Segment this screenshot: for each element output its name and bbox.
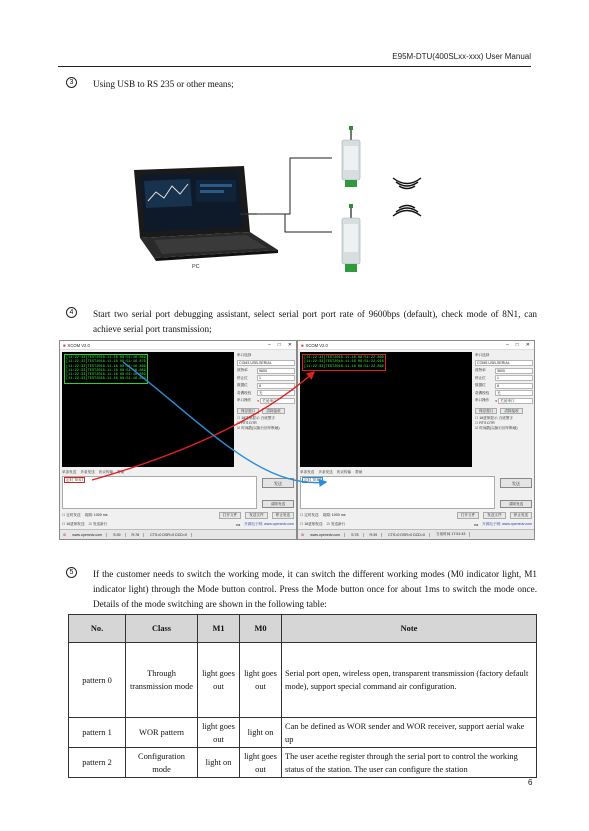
parity-label: 奇偶校验 bbox=[475, 390, 490, 395]
port-status-icon: ● bbox=[495, 398, 498, 403]
parity-select[interactable]: 无 bbox=[495, 390, 533, 396]
settings-gear-icon[interactable]: ⚙ bbox=[301, 532, 305, 537]
send-text: 定时 TEST bbox=[304, 478, 322, 482]
encoding-label: ea bbox=[474, 522, 479, 527]
log-line: [11:22:33]TEST2018-11-16 08:51:22.869 bbox=[304, 364, 384, 369]
stop-select[interactable]: 1 bbox=[257, 375, 295, 381]
close-icon[interactable]: ✕ bbox=[525, 342, 530, 348]
timed-send-checkbox[interactable]: ☐ 定时发送 bbox=[62, 513, 81, 517]
col-class: Class bbox=[126, 615, 198, 643]
op-label: 串口操作 bbox=[475, 398, 490, 403]
close-port-button[interactable]: 关闭串口 bbox=[260, 398, 295, 404]
settings-gear-icon[interactable]: ⚙ bbox=[63, 532, 67, 537]
parity-select[interactable]: 无 bbox=[257, 390, 295, 396]
log-line: [11:22:33]TEST2018-11-16 08:51:16.869 bbox=[66, 364, 146, 369]
received-count: R:39 bbox=[370, 533, 383, 537]
running-header: E95M-DTU(400SLxx-xxx) User Manual bbox=[392, 52, 531, 61]
col-no: No. bbox=[69, 615, 126, 643]
rts-dtr-option[interactable]: ☐ RTS DTR bbox=[475, 420, 495, 425]
save-window-button[interactable]: 保存窗口 bbox=[475, 408, 497, 414]
stop-send-button[interactable]: 停止发送 bbox=[510, 512, 532, 519]
close-icon[interactable]: ✕ bbox=[287, 342, 292, 348]
hex-display-option[interactable]: ☐ 16进制显示 白底黑字 bbox=[475, 415, 513, 420]
port-label: 串口选择 bbox=[237, 353, 252, 358]
table-row: pattern 2 Configuration mode light on light goes out The user acethe register through the serial port to control the working status of the station. The user can configure the station bbox=[69, 748, 537, 778]
site-link[interactable]: 开源电子网: www.openedv.com bbox=[244, 522, 294, 526]
timestamp-option[interactable]: ☑ 时间戳(以换行回车断帧) bbox=[475, 426, 518, 431]
stop-label: 停止位 bbox=[475, 375, 486, 380]
stop-select[interactable]: 1 bbox=[495, 375, 533, 381]
rts-dtr-option[interactable]: ☐ RTS DTR bbox=[237, 420, 257, 425]
newline-checkbox[interactable]: ☑ 发送新行 bbox=[326, 522, 346, 526]
step-number: 3 bbox=[66, 77, 77, 88]
line-status: CTS=0 DSR=0 DCD=0 bbox=[388, 533, 430, 537]
maximize-icon[interactable]: □ bbox=[515, 342, 519, 348]
period-field[interactable]: 周期: 1000 ms bbox=[84, 513, 108, 517]
send-button[interactable]: 发送 bbox=[500, 478, 532, 488]
data-select[interactable]: 8 bbox=[495, 383, 533, 389]
step-text: Start two serial port debugging assistant, select serial port port rate of 9600bps (default), check mode of 8N1, can achieve serial port transmission; bbox=[93, 309, 537, 334]
app-icon: ■ bbox=[63, 342, 66, 348]
clear-receive-button[interactable]: 清除接收 bbox=[500, 408, 522, 414]
log-line: [11:22:33]TEST2018-11-16 08:51:16.869 bbox=[66, 377, 146, 382]
data-label: 数据位 bbox=[475, 383, 486, 388]
data-select[interactable]: 8 bbox=[257, 383, 295, 389]
log-line: [11:22:33]TEST2018-11-16 08:51:16.869 bbox=[66, 356, 146, 360]
maximize-icon[interactable]: □ bbox=[277, 342, 281, 348]
mode-table bbox=[68, 614, 537, 778]
tab-multi-send[interactable]: 多条发送 bbox=[80, 470, 95, 474]
send-button[interactable]: 发送 bbox=[262, 478, 294, 488]
col-m1: M1 bbox=[198, 615, 240, 643]
received-count: R:78 bbox=[132, 533, 145, 537]
close-port-button[interactable]: 关闭串口 bbox=[498, 398, 533, 404]
log-line: [11:22:33]TEST2018-11-16 08:51:16.870 bbox=[66, 360, 146, 365]
page-number: 6 bbox=[528, 778, 533, 787]
timed-send-checkbox[interactable]: ☐ 定时发送 bbox=[300, 513, 319, 517]
timestamp-option[interactable]: ☑ 时间戳(以换行回车断帧) bbox=[237, 426, 280, 431]
red-arrow bbox=[92, 372, 314, 480]
log-line: [11:22:33]TEST2018-11-16 08:51:22.916 bbox=[304, 360, 384, 365]
stop-label: 停止位 bbox=[237, 375, 248, 380]
log-line: [11:22:33]TEST2018-11-16 08:51:16.869 bbox=[66, 373, 146, 378]
step-number: 4 bbox=[66, 307, 77, 318]
port-label: 串口选择 bbox=[475, 353, 490, 358]
newline-checkbox[interactable]: ☑ 发送新行 bbox=[88, 522, 108, 526]
step-number: 5 bbox=[66, 567, 77, 578]
hex-send-checkbox[interactable]: ☐ 16进制发送 bbox=[62, 522, 85, 526]
tab-single-send[interactable]: 单条发送 bbox=[300, 470, 315, 474]
tab-protocol[interactable]: 协议传输 bbox=[336, 470, 352, 474]
send-text: 定时 TEST bbox=[66, 478, 84, 482]
log-line: [11:22:33]TEST2018-11-16 08:51:16.869 bbox=[66, 368, 146, 373]
tab-multi-send[interactable]: 多条发送 bbox=[318, 470, 333, 474]
step-text: If the customer needs to switch the working mode, it can switch the different working modes (M0 indicator light, M1 indicator light) through the Mode button control. Press the Mode button once for about 1ms to switch the mode once. Details of the mode switching are shown in the following table: bbox=[93, 569, 537, 609]
window-title: XCOM V2.0 bbox=[67, 342, 90, 348]
port-status-icon: ● bbox=[257, 398, 260, 403]
tab-single-send[interactable]: 单条发送 bbox=[62, 470, 77, 474]
table-row: pattern 0 Through transmission mode light goes out light goes out Serial port open, wireless open, transparent transmission (factory default mode), support special command air configuration. bbox=[69, 643, 537, 718]
baud-select[interactable]: 9600 bbox=[257, 368, 295, 374]
op-label: 串口操作 bbox=[237, 398, 252, 403]
log-line: [11:22:33]TEST2018-11-16 08:51:22.869 bbox=[304, 356, 384, 360]
send-file-button[interactable]: 发送文件 bbox=[483, 512, 505, 519]
app-icon: ■ bbox=[301, 342, 304, 348]
blue-arrow bbox=[123, 362, 326, 483]
col-note: Note bbox=[282, 615, 537, 643]
clear-receive-button[interactable]: 清除接收 bbox=[262, 408, 284, 414]
port-select[interactable]: COM5 USB-SERIAL bbox=[475, 360, 533, 366]
encoding-label: ea bbox=[236, 522, 241, 527]
baud-label: 波特率 bbox=[475, 368, 486, 373]
open-file-button[interactable]: 打开文件 bbox=[219, 512, 241, 519]
port-select[interactable]: COM3 USB-SERIAL bbox=[237, 360, 295, 366]
open-file-button[interactable]: 打开文件 bbox=[457, 512, 479, 519]
stop-send-button[interactable]: 停止发送 bbox=[272, 512, 294, 519]
hex-send-checkbox[interactable]: ☐ 16进制发送 bbox=[300, 522, 323, 526]
col-m0: M0 bbox=[240, 615, 282, 643]
sent-count: S:78 bbox=[351, 533, 363, 537]
tab-help[interactable]: 帮助 bbox=[117, 470, 125, 474]
baud-select[interactable]: 9600 bbox=[495, 368, 533, 374]
tab-protocol[interactable]: 协议传输 bbox=[98, 470, 114, 474]
sent-count: S:39 bbox=[113, 533, 125, 537]
clear-send-button[interactable]: 清除发送 bbox=[500, 500, 532, 508]
current-time: 当前时间 17:51:43 bbox=[436, 532, 470, 537]
send-file-button[interactable]: 发送文件 bbox=[245, 512, 267, 519]
minimize-icon[interactable]: – bbox=[267, 342, 271, 348]
status-url[interactable]: www.openedv.com bbox=[310, 533, 345, 537]
tab-help[interactable]: 帮助 bbox=[355, 470, 363, 474]
table-row: pattern 1 WOR pattern light goes out light on Can be defined as WOR sender and WOR receiver, support aerial wake up bbox=[69, 718, 537, 748]
site-link[interactable]: 开源电子网: www.openedv.com bbox=[482, 522, 532, 526]
save-window-button[interactable]: 保存窗口 bbox=[237, 408, 259, 414]
hex-display-option[interactable]: ☐ 16进制显示 白底黑字 bbox=[237, 415, 275, 420]
baud-label: 波特率 bbox=[237, 368, 248, 373]
period-field[interactable]: 周期: 1000 ms bbox=[322, 513, 346, 517]
minimize-icon[interactable]: – bbox=[505, 342, 509, 348]
clear-send-button[interactable]: 清除发送 bbox=[262, 500, 294, 508]
pc-label: PC bbox=[192, 264, 200, 270]
step-text: Using USB to RS 235 or other means; bbox=[93, 79, 234, 89]
line-status: CTS=0 DSR=0 DCD=0 bbox=[150, 533, 192, 537]
parity-label: 奇偶校验 bbox=[237, 390, 252, 395]
data-label: 数据位 bbox=[237, 383, 248, 388]
status-url[interactable]: www.openedv.com bbox=[72, 533, 107, 537]
window-title: XCOM V2.0 bbox=[305, 342, 328, 348]
